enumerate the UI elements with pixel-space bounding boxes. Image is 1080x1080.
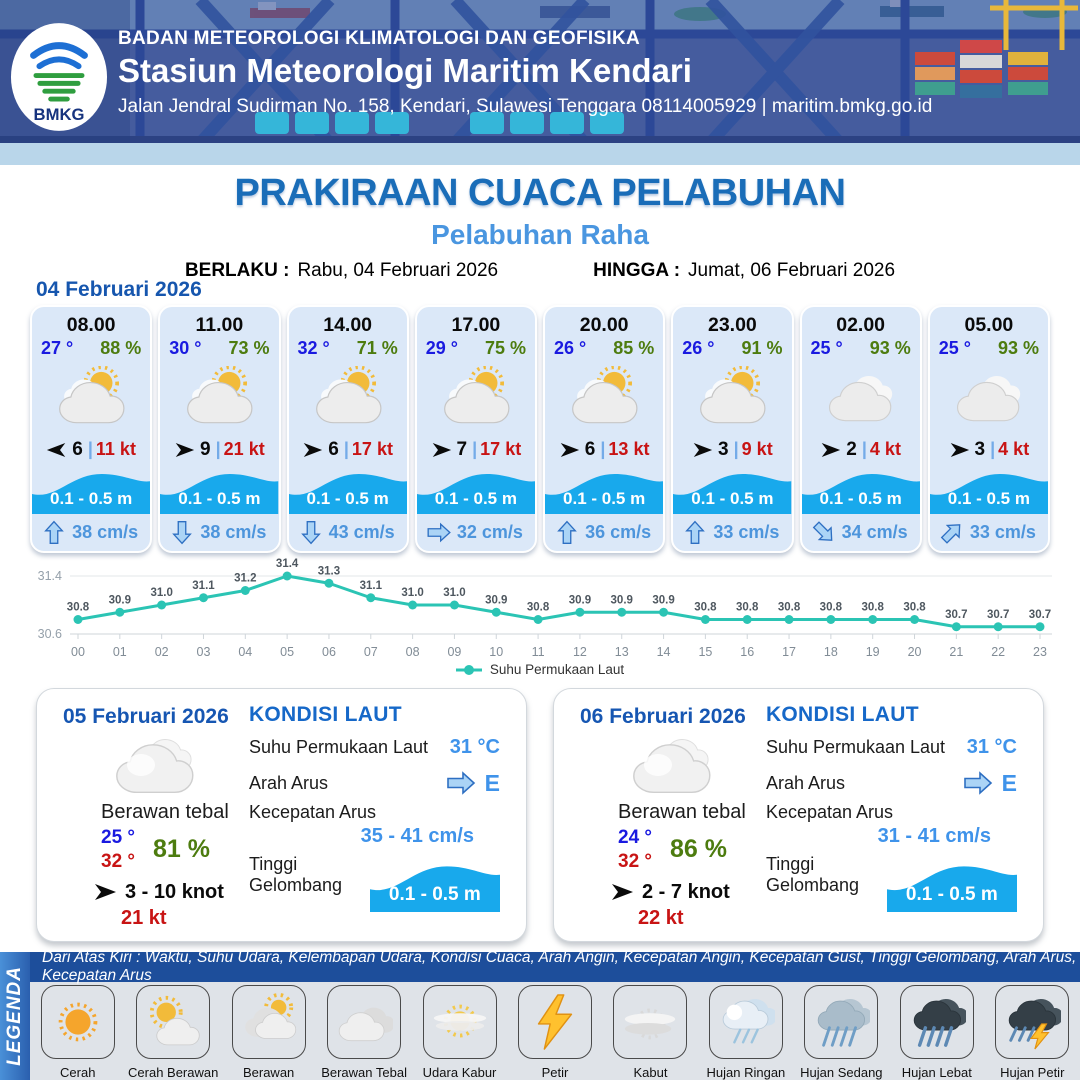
weather-icon xyxy=(289,359,407,437)
wind-row xyxy=(930,437,1048,463)
wind-direction-icon xyxy=(46,441,67,459)
cerah-berawan-icon xyxy=(136,985,210,1059)
wave-height-band xyxy=(802,463,920,514)
sst-label: Suhu Permukaan Laut xyxy=(765,737,946,757)
wind-range: 3 - 10 knot xyxy=(125,880,224,903)
legend-item-label: Cerah Berawan xyxy=(128,1065,219,1080)
hour-time: 17.00 xyxy=(451,314,501,336)
current-direction-icon xyxy=(44,519,64,546)
wind-direction-icon xyxy=(610,882,634,902)
legend-item-label: Udara Kabur xyxy=(422,1065,497,1080)
svg-text:30.8: 30.8 xyxy=(819,601,843,614)
wind-range: 2 - 7 knot xyxy=(642,880,730,903)
weather-icon xyxy=(160,359,278,437)
wave-height: 0.1 - 0.5 m xyxy=(178,488,261,508)
hour-humidity: 75 % xyxy=(484,338,526,358)
hingga-value: Jumat, 06 Februari 2026 xyxy=(688,260,896,281)
legend-item xyxy=(30,985,125,1080)
day-card-date: 05 Februari 2026 xyxy=(63,705,229,728)
wave-height-graphic xyxy=(370,854,500,912)
wind-row xyxy=(417,437,535,463)
hour-temp: 27 ° xyxy=(41,338,74,358)
separator: | xyxy=(861,439,867,460)
svg-text:17: 17 xyxy=(782,645,796,659)
wave-height-label: Tinggi Gelombang xyxy=(765,854,859,895)
hour-card xyxy=(158,305,280,553)
hour-card xyxy=(928,305,1050,553)
svg-text:06: 06 xyxy=(322,645,336,659)
wave-height-graphic xyxy=(887,854,1017,912)
separator: | xyxy=(215,439,221,460)
svg-text:30.9: 30.9 xyxy=(108,594,132,607)
separator: | xyxy=(733,439,739,460)
wave-height-band xyxy=(417,463,535,514)
legend-item-label: Hujan Ringan xyxy=(706,1065,786,1080)
current-direction-icon xyxy=(935,516,968,549)
svg-text:30.9: 30.9 xyxy=(568,594,592,607)
legend-item xyxy=(507,985,602,1080)
current-row xyxy=(930,514,1048,551)
current-direction-icon xyxy=(301,519,321,546)
legend-item-label: Hujan Sedang xyxy=(800,1065,883,1080)
current-speed: 34 cm/s xyxy=(841,521,908,542)
current-speed: 33 cm/s xyxy=(713,521,780,542)
separator: | xyxy=(343,439,349,460)
svg-text:13: 13 xyxy=(614,645,629,659)
gust-speed: 21 kt xyxy=(223,439,265,460)
sst-label: Suhu Permukaan Laut xyxy=(248,737,429,757)
svg-text:19: 19 xyxy=(865,645,880,659)
current-speed-value: 31 - 41 cm/s xyxy=(877,825,991,847)
hour-card xyxy=(287,305,409,553)
hour-humidity: 71 % xyxy=(356,338,398,358)
svg-text:20: 20 xyxy=(907,645,922,659)
current-row xyxy=(802,514,920,551)
legend-item xyxy=(698,985,793,1080)
current-direction-label: Arah Arus xyxy=(248,772,328,793)
svg-text:04: 04 xyxy=(238,645,253,659)
gust-speed: 4 kt xyxy=(869,439,901,460)
svg-text:31.2: 31.2 xyxy=(234,572,257,585)
wind-direction-icon xyxy=(174,441,195,459)
svg-text:08: 08 xyxy=(405,645,420,659)
wind-direction-icon xyxy=(559,441,580,459)
gust-speed: 17 kt xyxy=(351,439,393,460)
current-row xyxy=(417,514,535,551)
hujan-sedang-icon xyxy=(804,985,878,1059)
current-direction-icon xyxy=(963,771,993,795)
temp-max: 32 ° xyxy=(101,850,136,872)
legend-item-label: Berawan Tebal xyxy=(321,1065,407,1080)
gust-speed: 4 kt xyxy=(998,439,1030,460)
station-name: Stasiun Meteorologi Maritim Kendari xyxy=(118,52,692,89)
gust-speed: 11 kt xyxy=(95,439,136,460)
svg-text:16: 16 xyxy=(740,645,755,659)
svg-text:21: 21 xyxy=(949,645,964,659)
separator: | xyxy=(472,439,478,460)
svg-text:01: 01 xyxy=(112,645,127,659)
hujan-petir-icon xyxy=(995,985,1069,1059)
wave-height: 0.1 - 0.5 m xyxy=(306,488,389,508)
current-speed: 43 cm/s xyxy=(328,521,395,542)
weather-icon xyxy=(673,359,791,437)
current-speed: 32 cm/s xyxy=(456,521,523,542)
current-direction-icon xyxy=(446,771,476,795)
svg-text:31.0: 31.0 xyxy=(443,587,466,599)
gust-speed: 13 kt xyxy=(608,439,650,460)
svg-text:BMKG: BMKG xyxy=(33,105,85,125)
wave-height: 0.1 - 0.5 m xyxy=(691,488,774,508)
sst-line-chart xyxy=(0,556,1080,662)
legend-item-label: Petir xyxy=(541,1065,569,1080)
svg-text:30.8: 30.8 xyxy=(526,601,550,614)
current-direction-icon xyxy=(685,519,705,546)
hour-card xyxy=(415,305,537,553)
svg-text:12: 12 xyxy=(572,645,587,659)
wind-direction-icon xyxy=(93,882,117,902)
svg-text:30.9: 30.9 xyxy=(652,594,675,607)
wind-speed: 6 xyxy=(328,438,339,460)
svg-text:31.0: 31.0 xyxy=(150,587,173,599)
svg-text:03: 03 xyxy=(196,645,211,659)
hingga-label: HINGGA : xyxy=(593,260,681,281)
hour-humidity: 85 % xyxy=(613,338,655,358)
hour-time: 08.00 xyxy=(66,314,116,336)
current-speed: 38 cm/s xyxy=(72,521,139,542)
separator: | xyxy=(600,439,606,460)
wave-height-value: 0.1 - 0.5 m xyxy=(905,884,998,905)
chart-legend-label: Suhu Permukaan Laut xyxy=(489,662,625,677)
svg-text:30.7: 30.7 xyxy=(1028,608,1052,621)
current-direction-icon xyxy=(172,519,192,546)
current-direction-icon xyxy=(425,522,452,542)
hujan-lebat-icon xyxy=(900,985,974,1059)
svg-text:10: 10 xyxy=(489,645,504,659)
svg-text:31.1: 31.1 xyxy=(192,579,215,592)
legend-item xyxy=(794,985,889,1080)
legend-item xyxy=(603,985,698,1080)
svg-text:30.6: 30.6 xyxy=(37,627,62,641)
legend-note: Dari Atas Kiri : Waktu, Suhu Udara, Kelembapan Udara, Kondisi Cuaca, Arah Angin, Kecepatan Angin, Kecepatan Gust, Tinggi Gelombang, Arah Arus, Kecepatan Arus xyxy=(30,952,1080,982)
legend-item-label: Hujan Petir xyxy=(1000,1065,1065,1080)
current-direction-icon xyxy=(557,519,577,546)
hour-temp: 26 ° xyxy=(682,338,715,358)
legend-item xyxy=(125,985,220,1080)
legend-item xyxy=(889,985,984,1080)
kabut-icon xyxy=(613,985,687,1059)
wave-height: 0.1 - 0.5 m xyxy=(434,488,517,508)
wave-height-band xyxy=(289,463,407,514)
svg-text:15: 15 xyxy=(698,645,713,659)
wave-height: 0.1 - 0.5 m xyxy=(563,488,646,508)
current-speed: 38 cm/s xyxy=(200,521,267,542)
wind-row xyxy=(32,437,150,463)
sst-value: 31 °C xyxy=(449,736,500,758)
separator: | xyxy=(87,439,93,460)
weather-icon xyxy=(417,359,535,437)
berlaku-label: BERLAKU : xyxy=(184,260,290,281)
hour-time: 11.00 xyxy=(195,314,244,336)
svg-text:31.0: 31.0 xyxy=(401,587,424,599)
current-direction-label: Arah Arus xyxy=(765,772,845,793)
svg-text:30.8: 30.8 xyxy=(66,601,90,614)
current-speed: 33 cm/s xyxy=(969,521,1036,542)
svg-text:30.8: 30.8 xyxy=(736,601,759,614)
wind-direction-icon xyxy=(692,441,713,459)
wind-row xyxy=(802,437,920,463)
weather-condition: Berawan tebal xyxy=(618,801,746,823)
hour-temp: 29 ° xyxy=(425,338,458,358)
cerah-icon xyxy=(41,985,115,1059)
humidity: 81 % xyxy=(153,835,210,864)
svg-text:30.9: 30.9 xyxy=(485,594,508,607)
hour-temp: 25 ° xyxy=(810,338,843,358)
cloud-icon xyxy=(107,731,219,799)
svg-text:22: 22 xyxy=(991,645,1006,659)
hour-humidity: 91 % xyxy=(741,338,783,358)
hour-humidity: 93 % xyxy=(869,338,911,358)
wind-speed: 2 xyxy=(846,438,857,460)
wave-height-band xyxy=(160,463,278,514)
hour-temp: 30 ° xyxy=(169,338,202,358)
temp-max: 32 ° xyxy=(618,850,653,872)
svg-text:14: 14 xyxy=(656,645,671,659)
hour-temp: 26 ° xyxy=(554,338,587,358)
hour-card xyxy=(671,305,793,553)
wind-direction-icon xyxy=(431,441,452,459)
current-direction-icon xyxy=(807,516,840,549)
svg-text:18: 18 xyxy=(823,645,838,659)
svg-text:30.8: 30.8 xyxy=(903,601,926,614)
wave-height: 0.1 - 0.5 m xyxy=(50,488,133,508)
humidity: 86 % xyxy=(670,835,727,864)
svg-text:07: 07 xyxy=(363,645,378,659)
weather-icon xyxy=(930,359,1048,437)
gust-speed: 9 kt xyxy=(741,439,773,460)
svg-text:31.3: 31.3 xyxy=(317,565,341,578)
hujan-ringan-icon xyxy=(709,985,783,1059)
current-speed-label: Kecepatan Arus xyxy=(765,802,894,822)
svg-text:30.8: 30.8 xyxy=(777,601,801,614)
port-name: Pelabuhan Raha xyxy=(431,219,649,250)
wave-height: 0.1 - 0.5 m xyxy=(819,488,902,508)
svg-text:23: 23 xyxy=(1033,645,1047,659)
sea-condition-title: KONDISI LAUT xyxy=(765,703,919,726)
udara-kabur-icon xyxy=(423,985,497,1059)
hour-time: 23.00 xyxy=(707,314,757,336)
gust-speed: 17 kt xyxy=(480,439,522,460)
day-card xyxy=(36,688,527,942)
wind-speed: 9 xyxy=(200,438,211,460)
hour-card xyxy=(800,305,922,553)
weather-icon xyxy=(545,359,663,437)
berawan-icon xyxy=(232,985,306,1059)
legend-item xyxy=(412,985,507,1080)
wind-row xyxy=(160,437,278,463)
svg-text:00: 00 xyxy=(71,645,85,659)
wave-height: 0.1 - 0.5 m xyxy=(947,488,1030,508)
wind-direction-icon xyxy=(302,441,323,459)
svg-text:11: 11 xyxy=(531,645,545,659)
temp-min: 25 ° xyxy=(101,827,136,848)
berlaku-value: Rabu, 04 Februari 2026 xyxy=(297,260,499,281)
legend-item-label: Kabut xyxy=(633,1065,668,1080)
wind-speed: 6 xyxy=(584,438,596,460)
separator: | xyxy=(990,439,996,460)
hour-temp: 25 ° xyxy=(938,338,971,358)
temp-min: 24 ° xyxy=(618,827,653,848)
current-row xyxy=(160,514,278,551)
current-row xyxy=(289,514,407,551)
wind-speed: 6 xyxy=(72,438,83,460)
svg-text:09: 09 xyxy=(447,645,462,659)
header-banner xyxy=(0,0,1080,143)
legend-item-label: Cerah xyxy=(60,1065,96,1080)
wind-speed: 7 xyxy=(456,438,468,460)
hour-time: 05.00 xyxy=(964,314,1014,336)
svg-text:30.8: 30.8 xyxy=(861,601,884,614)
legend-item xyxy=(221,985,316,1080)
hour-time: 20.00 xyxy=(579,314,629,336)
station-address: Jalan Jendral Sudirman No. 158, Kendari, Sulawesi Tenggara 08114005929 | maritim.bmkg.go.id xyxy=(118,96,933,117)
svg-text:30.9: 30.9 xyxy=(610,594,633,607)
berawan-tebal-icon xyxy=(327,985,401,1059)
svg-text:30.7: 30.7 xyxy=(986,608,1010,621)
wave-height-value: 0.1 - 0.5 m xyxy=(388,884,481,905)
petir-icon xyxy=(518,985,592,1059)
hour-card xyxy=(543,305,665,553)
wind-row xyxy=(545,437,663,463)
svg-text:30.8: 30.8 xyxy=(694,601,717,614)
legend-item xyxy=(985,985,1080,1080)
current-row xyxy=(545,514,663,551)
day-card-date: 06 Februari 2026 xyxy=(580,705,746,728)
gust-speed: 21 kt xyxy=(121,906,167,929)
hour-time: 02.00 xyxy=(836,314,886,336)
wind-speed: 3 xyxy=(974,438,986,460)
legend-footer xyxy=(0,949,1080,1080)
cloud-icon xyxy=(624,731,736,799)
current-direction-value: E xyxy=(484,769,500,796)
hour-card xyxy=(30,305,152,553)
sea-condition-title: KONDISI LAUT xyxy=(248,703,402,726)
legend-item xyxy=(316,985,411,1080)
gust-speed: 22 kt xyxy=(638,906,684,929)
weather-condition: Berawan tebal xyxy=(101,801,229,823)
sst-chart-container xyxy=(0,556,1080,662)
chart-legend xyxy=(0,662,1080,677)
svg-text:31.1: 31.1 xyxy=(359,579,382,592)
hour-temp: 32 ° xyxy=(297,338,330,358)
header-divider xyxy=(0,143,1080,165)
hour-humidity: 93 % xyxy=(997,338,1039,358)
weather-icon xyxy=(32,359,150,437)
svg-text:31.4: 31.4 xyxy=(275,558,299,570)
hour-time: 14.00 xyxy=(323,314,373,336)
legend-item-label: Hujan Lebat xyxy=(901,1065,972,1080)
wind-direction-icon xyxy=(949,441,970,459)
current-speed-value: 35 - 41 cm/s xyxy=(360,825,474,847)
hour-humidity: 73 % xyxy=(228,338,270,358)
hour-humidity: 88 % xyxy=(100,338,142,358)
bmkg-logo xyxy=(10,22,108,132)
current-speed: 36 cm/s xyxy=(585,521,652,542)
wind-speed: 3 xyxy=(718,438,729,460)
current-direction-value: E xyxy=(1001,769,1017,796)
page-title: PRAKIRAAN CUACA PELABUHAN xyxy=(234,172,846,214)
current-speed-label: Kecepatan Arus xyxy=(248,802,377,822)
current-row xyxy=(673,514,791,551)
wind-row xyxy=(673,437,791,463)
wind-row xyxy=(289,437,407,463)
legend-item-label: Berawan xyxy=(242,1065,295,1080)
wave-height-band xyxy=(545,463,663,514)
svg-text:30.7: 30.7 xyxy=(945,608,968,621)
wave-height-band xyxy=(32,463,150,514)
wave-height-label: Tinggi Gelombang xyxy=(248,854,342,895)
wave-height-band xyxy=(673,463,791,514)
wind-direction-icon xyxy=(820,441,841,459)
svg-text:05: 05 xyxy=(280,645,295,659)
hourly-cards xyxy=(30,305,1050,553)
legend-items xyxy=(30,985,1080,1080)
weather-icon xyxy=(802,359,920,437)
legend-tab: LEGENDA xyxy=(0,952,30,1080)
org-name: BADAN METEOROLOGI KLIMATOLOGI DAN GEOFISIKA xyxy=(118,28,641,49)
day-card xyxy=(553,688,1044,942)
svg-text:02: 02 xyxy=(154,645,169,659)
wave-height-band xyxy=(930,463,1048,514)
day1-date: 04 Februari 2026 xyxy=(36,278,202,301)
svg-text:31.4: 31.4 xyxy=(37,569,62,583)
sst-value: 31 °C xyxy=(966,736,1017,758)
chart-legend-marker-icon xyxy=(456,664,482,676)
current-row xyxy=(32,514,150,551)
